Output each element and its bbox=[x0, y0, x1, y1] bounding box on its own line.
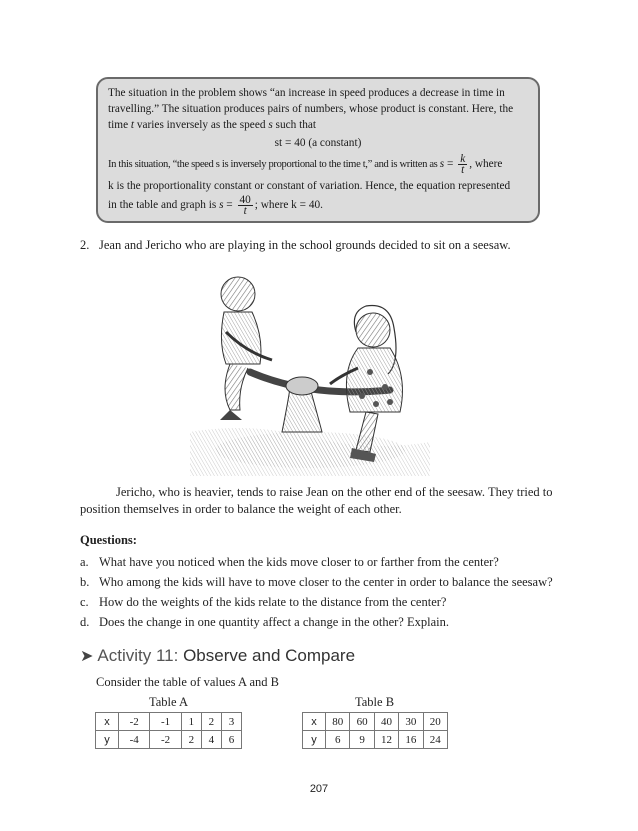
info-line-5-eq: = bbox=[444, 158, 457, 171]
fraction-40-denominator: t bbox=[243, 205, 247, 217]
fraction-40-numerator: 40 bbox=[239, 194, 251, 206]
table-b bbox=[302, 712, 448, 749]
activity-heading bbox=[80, 646, 355, 666]
table-cell: 3 bbox=[221, 713, 241, 731]
consider-text: Consider the table of values A and B bbox=[96, 675, 279, 689]
info-line-7-a: in the table and graph is bbox=[108, 199, 220, 212]
fraction-40-over-t bbox=[238, 195, 253, 216]
info-line-2: travelling.” The situation produces pairs of numbers, whose product is constant. Here, the bbox=[108, 103, 514, 115]
table-cell: -2 bbox=[119, 713, 150, 731]
table-a-caption: Table A bbox=[149, 695, 189, 709]
table-cell: y bbox=[96, 731, 119, 749]
table-cell: 12 bbox=[374, 731, 398, 749]
table-cell: 6 bbox=[221, 731, 241, 749]
info-line-7 bbox=[108, 195, 528, 216]
table-cell: -2 bbox=[150, 731, 181, 749]
info-line-7-eq: = bbox=[223, 199, 236, 212]
info-line-3-a: time bbox=[108, 119, 131, 131]
questions-list bbox=[80, 552, 553, 632]
info-line-3 bbox=[108, 117, 528, 133]
info-line-5-s: s bbox=[439, 158, 445, 171]
fraction-k-over-t bbox=[458, 154, 467, 175]
info-line-5-a: In this situation, “the speed s is inversely proportional to the time t,” and is written as bbox=[108, 159, 440, 171]
question-text: Does the change in one quantity affect a change in the other? Explain. bbox=[99, 615, 449, 629]
table-row bbox=[96, 731, 242, 749]
questions-heading: Questions: bbox=[80, 533, 137, 547]
page-number: 207 bbox=[309, 783, 329, 795]
item-2 bbox=[80, 238, 511, 253]
seesaw-illustration bbox=[190, 272, 430, 476]
table-cell: y bbox=[303, 731, 326, 749]
info-line-1: The situation in the problem shows “an increase in speed produces a decrease in time in bbox=[108, 87, 505, 99]
info-line-5-b: , where bbox=[469, 158, 503, 171]
activity-title: Observe and Compare bbox=[178, 646, 356, 665]
table-cell: -4 bbox=[119, 731, 150, 749]
info-line-6: k is the proportionality constant or constant of variation. Hence, the equation represented bbox=[108, 180, 511, 192]
table-cell: 9 bbox=[350, 731, 374, 749]
item-2-number: 2. bbox=[80, 238, 90, 252]
table-row bbox=[303, 731, 448, 749]
info-line-7-b: ; where k = 40. bbox=[254, 199, 323, 212]
question-letter: b. bbox=[80, 575, 90, 589]
info-line-3-b: varies inversely as the speed bbox=[134, 119, 269, 131]
table-cell: 60 bbox=[350, 713, 374, 731]
table-cell: x bbox=[96, 713, 119, 731]
table-row bbox=[303, 713, 448, 731]
table-cell: 1 bbox=[181, 713, 201, 731]
question-item bbox=[80, 592, 553, 612]
question-item bbox=[80, 552, 553, 572]
table-cell: 24 bbox=[423, 731, 447, 749]
info-line-7-s: s bbox=[219, 199, 224, 212]
info-equation: st = 40 (a constant) bbox=[274, 137, 362, 149]
table-row bbox=[96, 713, 242, 731]
question-letter: c. bbox=[80, 595, 89, 609]
table-cell: 40 bbox=[374, 713, 398, 731]
table-cell: -1 bbox=[150, 713, 181, 731]
question-letter: a. bbox=[80, 555, 89, 569]
info-line-5 bbox=[108, 154, 528, 175]
table-cell: 2 bbox=[201, 713, 221, 731]
fraction-k-denominator: t bbox=[461, 164, 465, 176]
fraction-k-numerator: k bbox=[460, 153, 466, 165]
table-cell: 6 bbox=[326, 731, 350, 749]
question-text: How do the weights of the kids relate to the distance from the center? bbox=[99, 595, 447, 609]
question-text: What have you noticed when the kids move closer to or farther from the center? bbox=[99, 555, 499, 569]
question-item bbox=[80, 612, 553, 632]
arrow-icon: ➤ bbox=[80, 648, 94, 665]
activity-label: Activity 11: bbox=[97, 646, 179, 665]
seesaw-paragraph: Jericho, who is heavier, tends to raise Jean on the other end of the seesaw. They tried to position themselves in order to balance the weight of each other. bbox=[80, 485, 553, 516]
table-cell: 80 bbox=[326, 713, 350, 731]
info-var-s: s bbox=[268, 119, 273, 131]
item-2-text: Jean and Jericho who are playing in the school grounds decided to sit on a seesaw. bbox=[99, 238, 511, 252]
table-cell: 2 bbox=[181, 731, 201, 749]
table-b-caption: Table B bbox=[355, 695, 395, 709]
question-letter: d. bbox=[80, 615, 90, 629]
question-item bbox=[80, 572, 553, 592]
table-cell: 30 bbox=[399, 713, 423, 731]
info-line-3-c: such that bbox=[272, 119, 317, 131]
table-cell: 16 bbox=[399, 731, 423, 749]
question-text: Who among the kids will have to move closer to the center in order to balance the seesaw? bbox=[99, 575, 553, 589]
info-var-t: t bbox=[130, 119, 135, 131]
table-cell: 20 bbox=[423, 713, 447, 731]
info-box bbox=[96, 77, 540, 223]
table-a bbox=[95, 712, 242, 749]
table-cell: x bbox=[303, 713, 326, 731]
table-cell: 4 bbox=[201, 731, 221, 749]
